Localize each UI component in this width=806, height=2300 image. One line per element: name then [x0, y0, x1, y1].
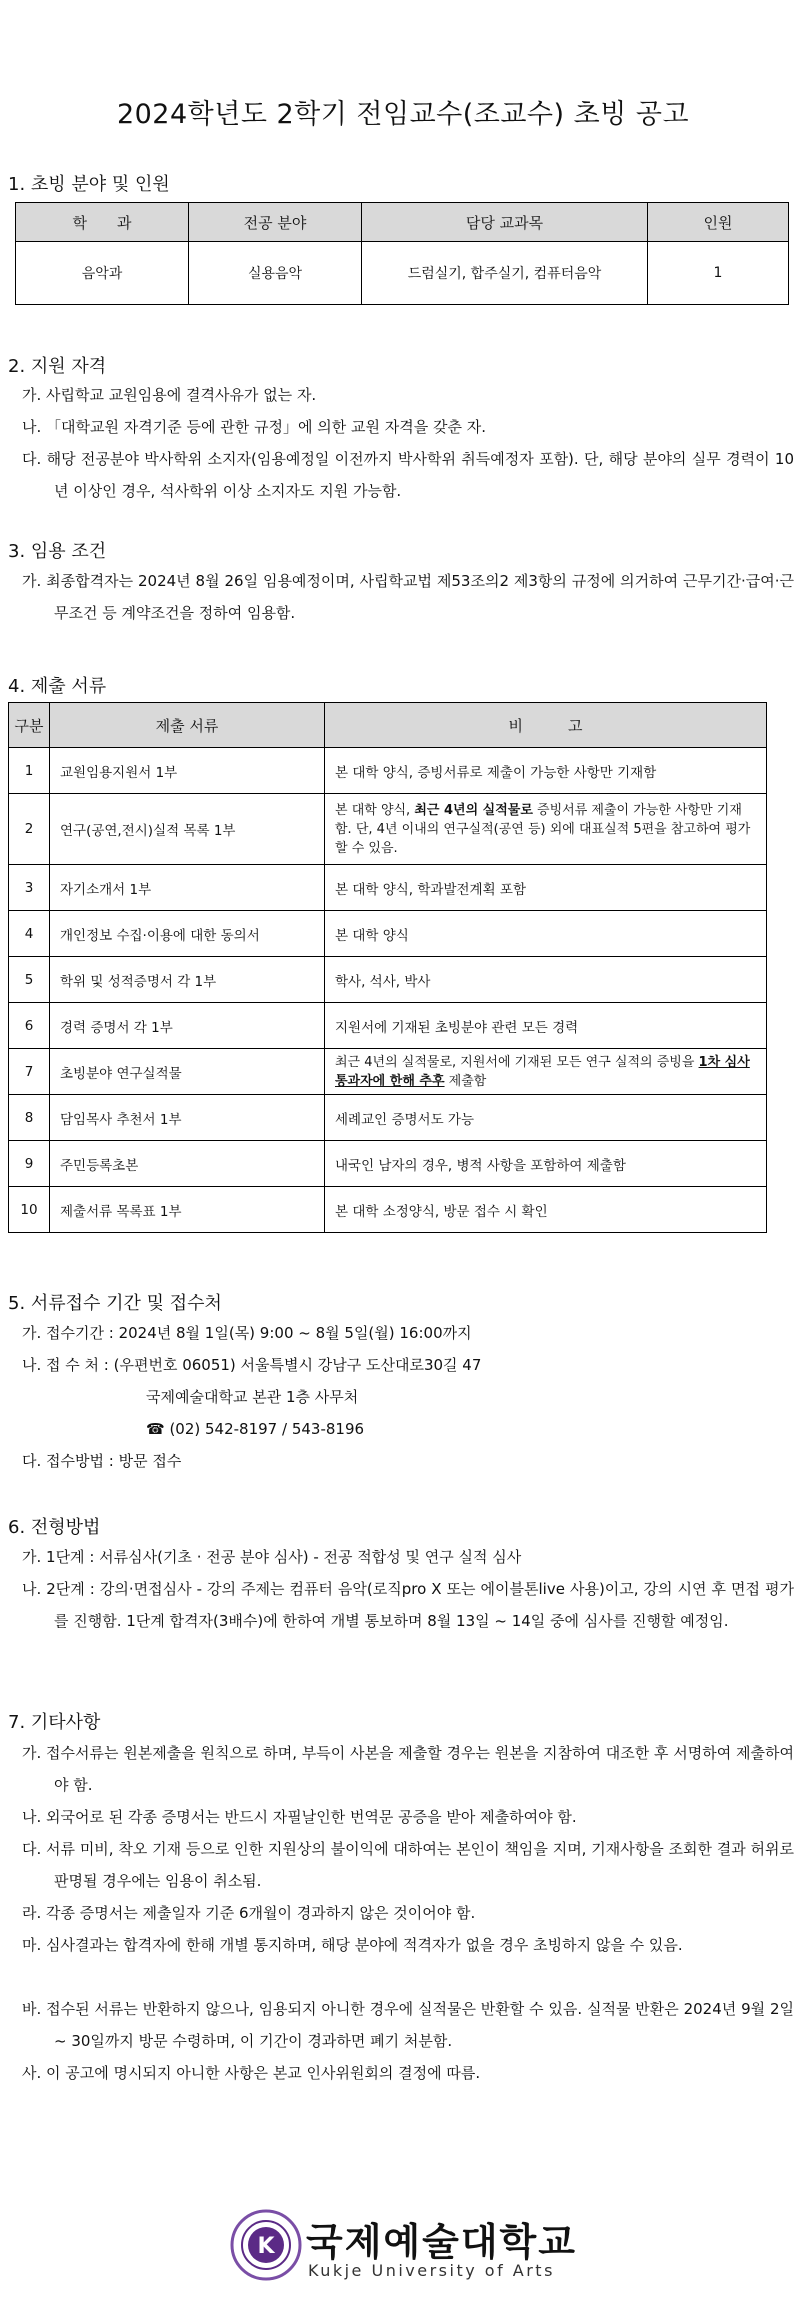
cell-note: 본 대학 양식, 학과발전계획 포함: [325, 865, 767, 911]
header-major: 전공 분야: [189, 203, 362, 242]
note-emphasis: 1차 심사 통과자에 한해 추후: [335, 1054, 750, 1089]
university-name: 국제예술대학교: [306, 2220, 577, 2264]
cell-note: 지원서에 기재된 초빙분야 관련 모든 경력: [325, 1003, 767, 1049]
cell-no: 10: [9, 1187, 50, 1233]
cell-doc: 담임목사 추천서 1부: [50, 1095, 325, 1141]
misc-item: 가. 접수서류는 원본제출을 원칙으로 하며, 부득이 사본을 제출할 경우는 원본을 지참하여 대조한 후 서명하여 제출하여야 함.: [22, 1744, 794, 1794]
cell-no: 9: [9, 1141, 50, 1187]
cell-doc: 교원임용지원서 1부: [50, 748, 325, 794]
cell-doc: 주민등록초본: [50, 1141, 325, 1187]
qualification-item: 가. 사립학교 교원임용에 결격사유가 없는 자.: [22, 386, 317, 404]
table-row: [9, 911, 767, 957]
cell-no: 3: [9, 865, 50, 911]
application-phone: ☎ (02) 542-8197 / 543-8196: [146, 1420, 365, 1438]
table-row: [9, 1049, 767, 1095]
documents-table: [8, 702, 767, 1233]
misc-item: 다. 서류 미비, 착오 기재 등으로 인한 지원상의 불이익에 대하여는 본인이 책임을 지며, 기재사항을 조회한 결과 허위로 판명될 경우에는 임용이 취소됨.: [22, 1840, 794, 1890]
header-document: 제출 서류: [50, 703, 325, 748]
cell-count: 1: [648, 242, 789, 305]
cell-note: 본 대학 소정양식, 방문 접수 시 확인: [325, 1187, 767, 1233]
screening-item: 가. 1단계 : 서류심사(기초 · 전공 분야 심사) - 전공 적합성 및 연구 실적 심사: [22, 1548, 522, 1566]
svg-text:K: K: [257, 2234, 275, 2259]
table-row: [9, 1003, 767, 1049]
table-row: [9, 865, 767, 911]
table-row: [9, 748, 767, 794]
note-text: 증빙서류 제출이 가능한 사항만 기재함. 단, 4년 이내의 연구실적(공연 등) 외에 대표실적 5편을 참고하여 평가할 수 있음.: [335, 802, 751, 856]
application-method: 다. 접수방법 : 방문 접수: [22, 1452, 182, 1470]
cell-note: 내국인 남자의 경우, 병적 사항을 포함하여 제출함: [325, 1141, 767, 1187]
section2-heading: 2. 지원 자격: [8, 356, 107, 377]
section6-heading: 6. 전형방법: [8, 1517, 101, 1538]
note-text: 본 대학 양식,: [335, 802, 415, 818]
table-row: [9, 1187, 767, 1233]
misc-item: 나. 외국어로 된 각종 증명서는 반드시 자필날인한 번역문 공증을 받아 제출하여야 함.: [22, 1808, 577, 1826]
application-period: 가. 접수기간 : 2024년 8월 1일(목) 9:00 ~ 8월 5일(월) 16:00까지: [22, 1324, 472, 1342]
cell-major: 실용음악: [189, 242, 362, 305]
cell-no: 2: [9, 794, 50, 865]
header-note: 비 고: [325, 703, 767, 748]
section4-heading: 4. 제출 서류: [8, 676, 107, 697]
cell-note: 세례교인 증명서도 가능: [325, 1095, 767, 1141]
cell-department: 음악과: [16, 242, 189, 305]
header-count: 인원: [648, 203, 789, 242]
page-title: 2024학년도 2학기 전임교수(조교수) 초빙 공고: [116, 99, 690, 130]
cell-note: [325, 794, 767, 865]
cell-no: 5: [9, 957, 50, 1003]
cell-note: 본 대학 양식: [325, 911, 767, 957]
condition-item: 가. 최종합격자는 2024년 8월 26일 임용예정이며, 사립학교법 제53조의2 제3항의 규정에 의거하여 근무기간·급여·근무조건 등 계약조건을 정하여 임용함.: [22, 572, 794, 622]
cell-note: 학사, 석사, 박사: [325, 957, 767, 1003]
cell-doc: 경력 증명서 각 1부: [50, 1003, 325, 1049]
table-row: [9, 1095, 767, 1141]
cell-doc: 자기소개서 1부: [50, 865, 325, 911]
header-courses: 담당 교과목: [362, 203, 648, 242]
misc-item: 바. 접수된 서류는 반환하지 않으나, 임용되지 아니한 경우에 실적물은 반환할 수 있음. 실적물 반환은 2024년 9월 2일 ~ 30일까지 방문 수령하며, 이 기간이 경과하면 폐기 처분함.: [22, 2000, 794, 2050]
header-department: 학 과: [16, 203, 189, 242]
table-row: [9, 1141, 767, 1187]
section1-heading: 1. 초빙 분야 및 인원: [8, 174, 170, 195]
cell-no: 4: [9, 911, 50, 957]
cell-doc: 학위 및 성적증명서 각 1부: [50, 957, 325, 1003]
table-row: [9, 794, 767, 865]
misc-item: 라. 각종 증명서는 제출일자 기준 6개월이 경과하지 않은 것이어야 함.: [22, 1904, 476, 1922]
table-row: [9, 957, 767, 1003]
cell-no: 8: [9, 1095, 50, 1141]
misc-item: 마. 심사결과는 합격자에 한해 개별 통지하며, 해당 분야에 적격자가 없을 경우 초빙하지 않을 수 있음.: [22, 1936, 683, 1954]
university-name-english: Kukje University of Arts: [308, 2261, 555, 2280]
note-emphasis: 최근 4년의 실적물로: [414, 802, 533, 818]
note-text: 최근 4년의 실적물로, 지원서에 기재된 모든 연구 실적의 증빙을: [335, 1054, 699, 1070]
section3-heading: 3. 임용 조건: [8, 541, 107, 562]
cell-courses: 드럼실기, 합주실기, 컴퓨터음악: [362, 242, 648, 305]
cell-note: [325, 1049, 767, 1095]
recruitment-table: [15, 202, 789, 305]
table-row: [16, 242, 789, 305]
cell-no: 1: [9, 748, 50, 794]
cell-doc: 제출서류 목록표 1부: [50, 1187, 325, 1233]
application-place: 나. 접 수 처 : (우편번호 06051) 서울특별시 강남구 도산대로30길 47: [22, 1356, 482, 1374]
cell-no: 6: [9, 1003, 50, 1049]
section5-heading: 5. 서류접수 기간 및 접수처: [8, 1293, 222, 1314]
misc-item: 사. 이 공고에 명시되지 아니한 사항은 본교 인사위원회의 결정에 따름.: [22, 2064, 481, 2082]
cell-doc: 개인정보 수집·이용에 대한 동의서: [50, 911, 325, 957]
cell-no: 7: [9, 1049, 50, 1095]
header-no: 구분: [9, 703, 50, 748]
qualification-item: 나. 「대학교원 자격기준 등에 관한 규정」에 의한 교원 자격을 갖춘 자.: [22, 418, 486, 436]
note-text: 제출함: [444, 1073, 487, 1089]
university-emblem-icon: [230, 2209, 302, 2281]
qualification-item: 다. 해당 전공분야 박사학위 소지자(임용예정일 이전까지 박사학위 취득예정자 포함). 단, 해당 분야의 실무 경력이 10년 이상인 경우, 석사학위 이상 소지자도 지원 가능함.: [22, 450, 794, 500]
screening-item: 나. 2단계 : 강의·면접심사 - 강의 주제는 컴퓨터 음악(로직pro X 또는 에이블톤live 사용)이고, 강의 시연 후 면접 평가를 진행함. 1단계 합격자(3배수)에 한하여 개별 통보하며 8월 13일 ~ 14일 중에 심사를 진행할 예정임.: [22, 1580, 794, 1630]
cell-doc: 초빙분야 연구실적물: [50, 1049, 325, 1095]
section7-heading: 7. 기타사항: [8, 1712, 101, 1733]
cell-doc: 연구(공연,전시)실적 목록 1부: [50, 794, 325, 865]
university-logo: [230, 2205, 590, 2285]
cell-note: 본 대학 양식, 증빙서류로 제출이 가능한 사항만 기재함: [325, 748, 767, 794]
application-place-detail: 국제예술대학교 본관 1층 사무처: [146, 1388, 359, 1406]
